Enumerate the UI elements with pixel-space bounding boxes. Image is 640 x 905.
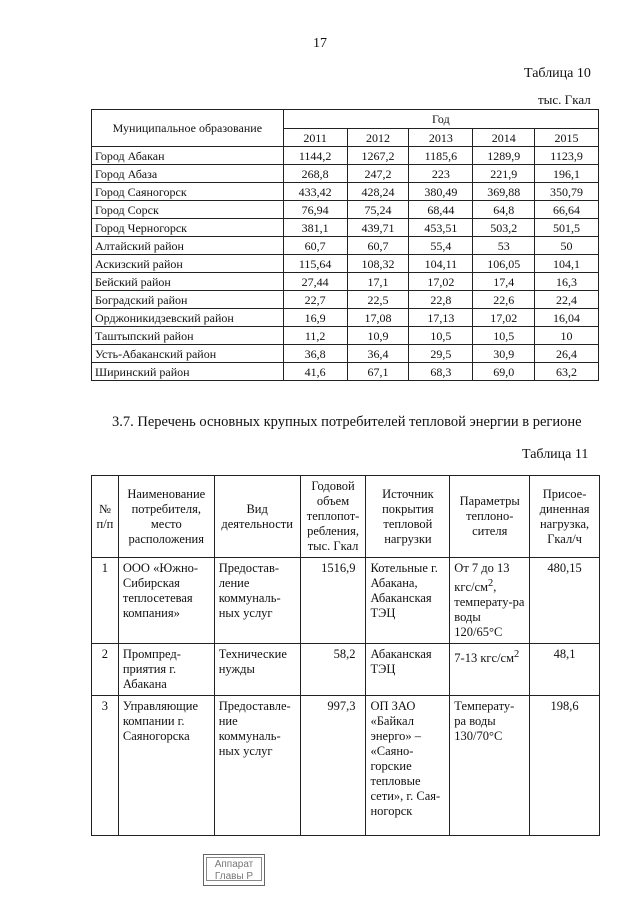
consumer-name: Промпред-приятия г. Абакана: [118, 644, 214, 696]
table-row: [92, 237, 599, 255]
value-cell: 247,2: [347, 165, 409, 183]
value-cell: 50: [535, 237, 599, 255]
value-cell: 501,5: [535, 219, 599, 237]
value-cell: 30,9: [473, 345, 535, 363]
municipality-name: Город Саяногорск: [92, 183, 284, 201]
activity: Предостав-ление коммуналь-ных услуг: [214, 558, 300, 644]
value-cell: 75,24: [347, 201, 409, 219]
year-header: 2015: [535, 129, 599, 147]
header-params: Параметры теплоно-сителя: [450, 476, 530, 558]
value-cell: 10,5: [409, 327, 473, 345]
value-cell: 17,02: [409, 273, 473, 291]
table10-units: тыс. Гкал: [538, 92, 591, 107]
value-cell: 104,11: [409, 255, 473, 273]
value-cell: 1267,2: [347, 147, 409, 165]
value-cell: 221,9: [473, 165, 535, 183]
value-cell: 76,94: [283, 201, 347, 219]
municipality-name: Алтайский район: [92, 237, 284, 255]
connected-load: 48,1: [530, 644, 600, 696]
value-cell: 453,51: [409, 219, 473, 237]
municipality-name: Боградский район: [92, 291, 284, 309]
municipality-name: Город Абаза: [92, 165, 284, 183]
table-row: [92, 273, 599, 291]
table10-label: Таблица 10: [524, 66, 591, 81]
value-cell: 11,2: [283, 327, 347, 345]
municipality-name: Город Сорск: [92, 201, 284, 219]
value-cell: 36,4: [347, 345, 409, 363]
year-header: 2012: [347, 129, 409, 147]
value-cell: 350,79: [535, 183, 599, 201]
value-cell: 16,04: [535, 309, 599, 327]
section-heading: 3.7. Перечень основных крупных потребителей тепловой энергии в регионе: [112, 414, 582, 430]
value-cell: 1144,2: [283, 147, 347, 165]
value-cell: 10: [535, 327, 599, 345]
connected-load: 480,15: [530, 558, 600, 644]
heat-consumption-table: [91, 109, 599, 381]
source: Котельные г. Абакана, Абаканская ТЭЦ: [366, 558, 450, 644]
params-superscript: 2: [514, 649, 520, 661]
value-cell: 60,7: [283, 237, 347, 255]
table-row: [92, 363, 599, 381]
row-num: 2: [92, 644, 119, 696]
value-cell: 68,44: [409, 201, 473, 219]
header-load: Присое-диненная нагрузка, Гкал/ч: [530, 476, 600, 558]
value-cell: 17,4: [473, 273, 535, 291]
value-cell: 27,44: [283, 273, 347, 291]
consumers-table: [91, 475, 600, 836]
year-header: 2011: [283, 129, 347, 147]
value-cell: 115,64: [283, 255, 347, 273]
table-row: [92, 309, 599, 327]
table-row: [92, 644, 600, 696]
municipality-name: Усть-Абаканский район: [92, 345, 284, 363]
params-text-continued: , температу-ра воды 120/65°С: [454, 580, 525, 640]
value-cell: 380,49: [409, 183, 473, 201]
value-cell: 16,3: [535, 273, 599, 291]
params-text: От 7 до 13 кгс/см: [454, 561, 510, 595]
header-activity: Вид деятельности: [214, 476, 300, 558]
annual-volume: 1516,9: [300, 558, 366, 644]
table-row: [92, 696, 600, 836]
year-header: 2013: [409, 129, 473, 147]
consumer-name: ООО «Южно-Сибирская теплосетевая компания»: [118, 558, 214, 644]
value-cell: 268,8: [283, 165, 347, 183]
value-cell: 1289,9: [473, 147, 535, 165]
value-cell: 29,5: [409, 345, 473, 363]
consumer-name: Управляющие компании г. Саяногорска: [118, 696, 214, 836]
value-cell: 22,8: [409, 291, 473, 309]
value-cell: 67,1: [347, 363, 409, 381]
parameters: Температу-ра воды 130/70°С: [450, 696, 530, 836]
params-text: 7-13 кгс/см: [454, 651, 515, 666]
value-cell: 55,4: [409, 237, 473, 255]
params-superscript: 2: [487, 578, 494, 589]
municipality-name: Город Абакан: [92, 147, 284, 165]
table-row: [92, 147, 599, 165]
value-cell: 17,08: [347, 309, 409, 327]
source: Абаканская ТЭЦ: [366, 644, 450, 696]
table-row: [92, 201, 599, 219]
table-row: [92, 291, 599, 309]
header-year: Год: [283, 110, 598, 129]
value-cell: 196,1: [535, 165, 599, 183]
connected-load: 198,6: [530, 696, 600, 836]
value-cell: 53: [473, 237, 535, 255]
table-row: [92, 345, 599, 363]
header-num: № п/п: [92, 476, 119, 558]
value-cell: 69,0: [473, 363, 535, 381]
table-row: [92, 558, 600, 644]
value-cell: 22,7: [283, 291, 347, 309]
header-municipality: Муниципальное образование: [92, 110, 284, 147]
value-cell: 439,71: [347, 219, 409, 237]
value-cell: 108,32: [347, 255, 409, 273]
value-cell: 10,5: [473, 327, 535, 345]
year-header: 2014: [473, 129, 535, 147]
header-volume: Годовой объем теплопот-ребления, тыс. Гкал: [300, 476, 366, 558]
value-cell: 17,02: [473, 309, 535, 327]
value-cell: 1123,9: [535, 147, 599, 165]
stamp-line-2: Главы Р: [214, 871, 254, 882]
municipality-name: Аскизский район: [92, 255, 284, 273]
page-number: 17: [313, 36, 327, 51]
value-cell: 68,3: [409, 363, 473, 381]
activity: Технические нужды: [214, 644, 300, 696]
value-cell: 16,9: [283, 309, 347, 327]
parameters: [450, 558, 530, 644]
value-cell: 17,13: [409, 309, 473, 327]
value-cell: 104,1: [535, 255, 599, 273]
municipality-name: Таштыпский район: [92, 327, 284, 345]
table-row: [92, 165, 599, 183]
value-cell: 106,05: [473, 255, 535, 273]
value-cell: 369,88: [473, 183, 535, 201]
value-cell: 10,9: [347, 327, 409, 345]
municipality-name: Бейский район: [92, 273, 284, 291]
table11-label: Таблица 11: [522, 447, 589, 462]
value-cell: 223: [409, 165, 473, 183]
stamp: [203, 854, 265, 886]
municipality-name: Ширинский район: [92, 363, 284, 381]
value-cell: 26,4: [535, 345, 599, 363]
value-cell: 22,5: [347, 291, 409, 309]
table-row: [92, 255, 599, 273]
value-cell: 381,1: [283, 219, 347, 237]
value-cell: 1185,6: [409, 147, 473, 165]
row-num: 1: [92, 558, 119, 644]
source: ОП ЗАО «Байкал энерго» – «Саяно-горские тепловые сети», г. Сая-ногорск: [366, 696, 450, 836]
annual-volume: 997,3: [300, 696, 366, 836]
table-row: [92, 183, 599, 201]
header-name: Наименование потребителя, место расположения: [118, 476, 214, 558]
table-row: [92, 219, 599, 237]
annual-volume: 58,2: [300, 644, 366, 696]
activity: Предоставле-ние коммуналь-ных услуг: [214, 696, 300, 836]
value-cell: 66,64: [535, 201, 599, 219]
value-cell: 60,7: [347, 237, 409, 255]
value-cell: 428,24: [347, 183, 409, 201]
header-source: Источник покрытия тепловой нагрузки: [366, 476, 450, 558]
row-num: 3: [92, 696, 119, 836]
municipality-name: Город Черногорск: [92, 219, 284, 237]
value-cell: 41,6: [283, 363, 347, 381]
table-row: [92, 327, 599, 345]
value-cell: 503,2: [473, 219, 535, 237]
value-cell: 22,6: [473, 291, 535, 309]
value-cell: 36,8: [283, 345, 347, 363]
municipality-name: Орджоникидзевский район: [92, 309, 284, 327]
parameters: [450, 644, 530, 696]
value-cell: 22,4: [535, 291, 599, 309]
value-cell: 64,8: [473, 201, 535, 219]
value-cell: 17,1: [347, 273, 409, 291]
stamp-line-1: Аппарат: [214, 859, 254, 870]
value-cell: 63,2: [535, 363, 599, 381]
value-cell: 433,42: [283, 183, 347, 201]
